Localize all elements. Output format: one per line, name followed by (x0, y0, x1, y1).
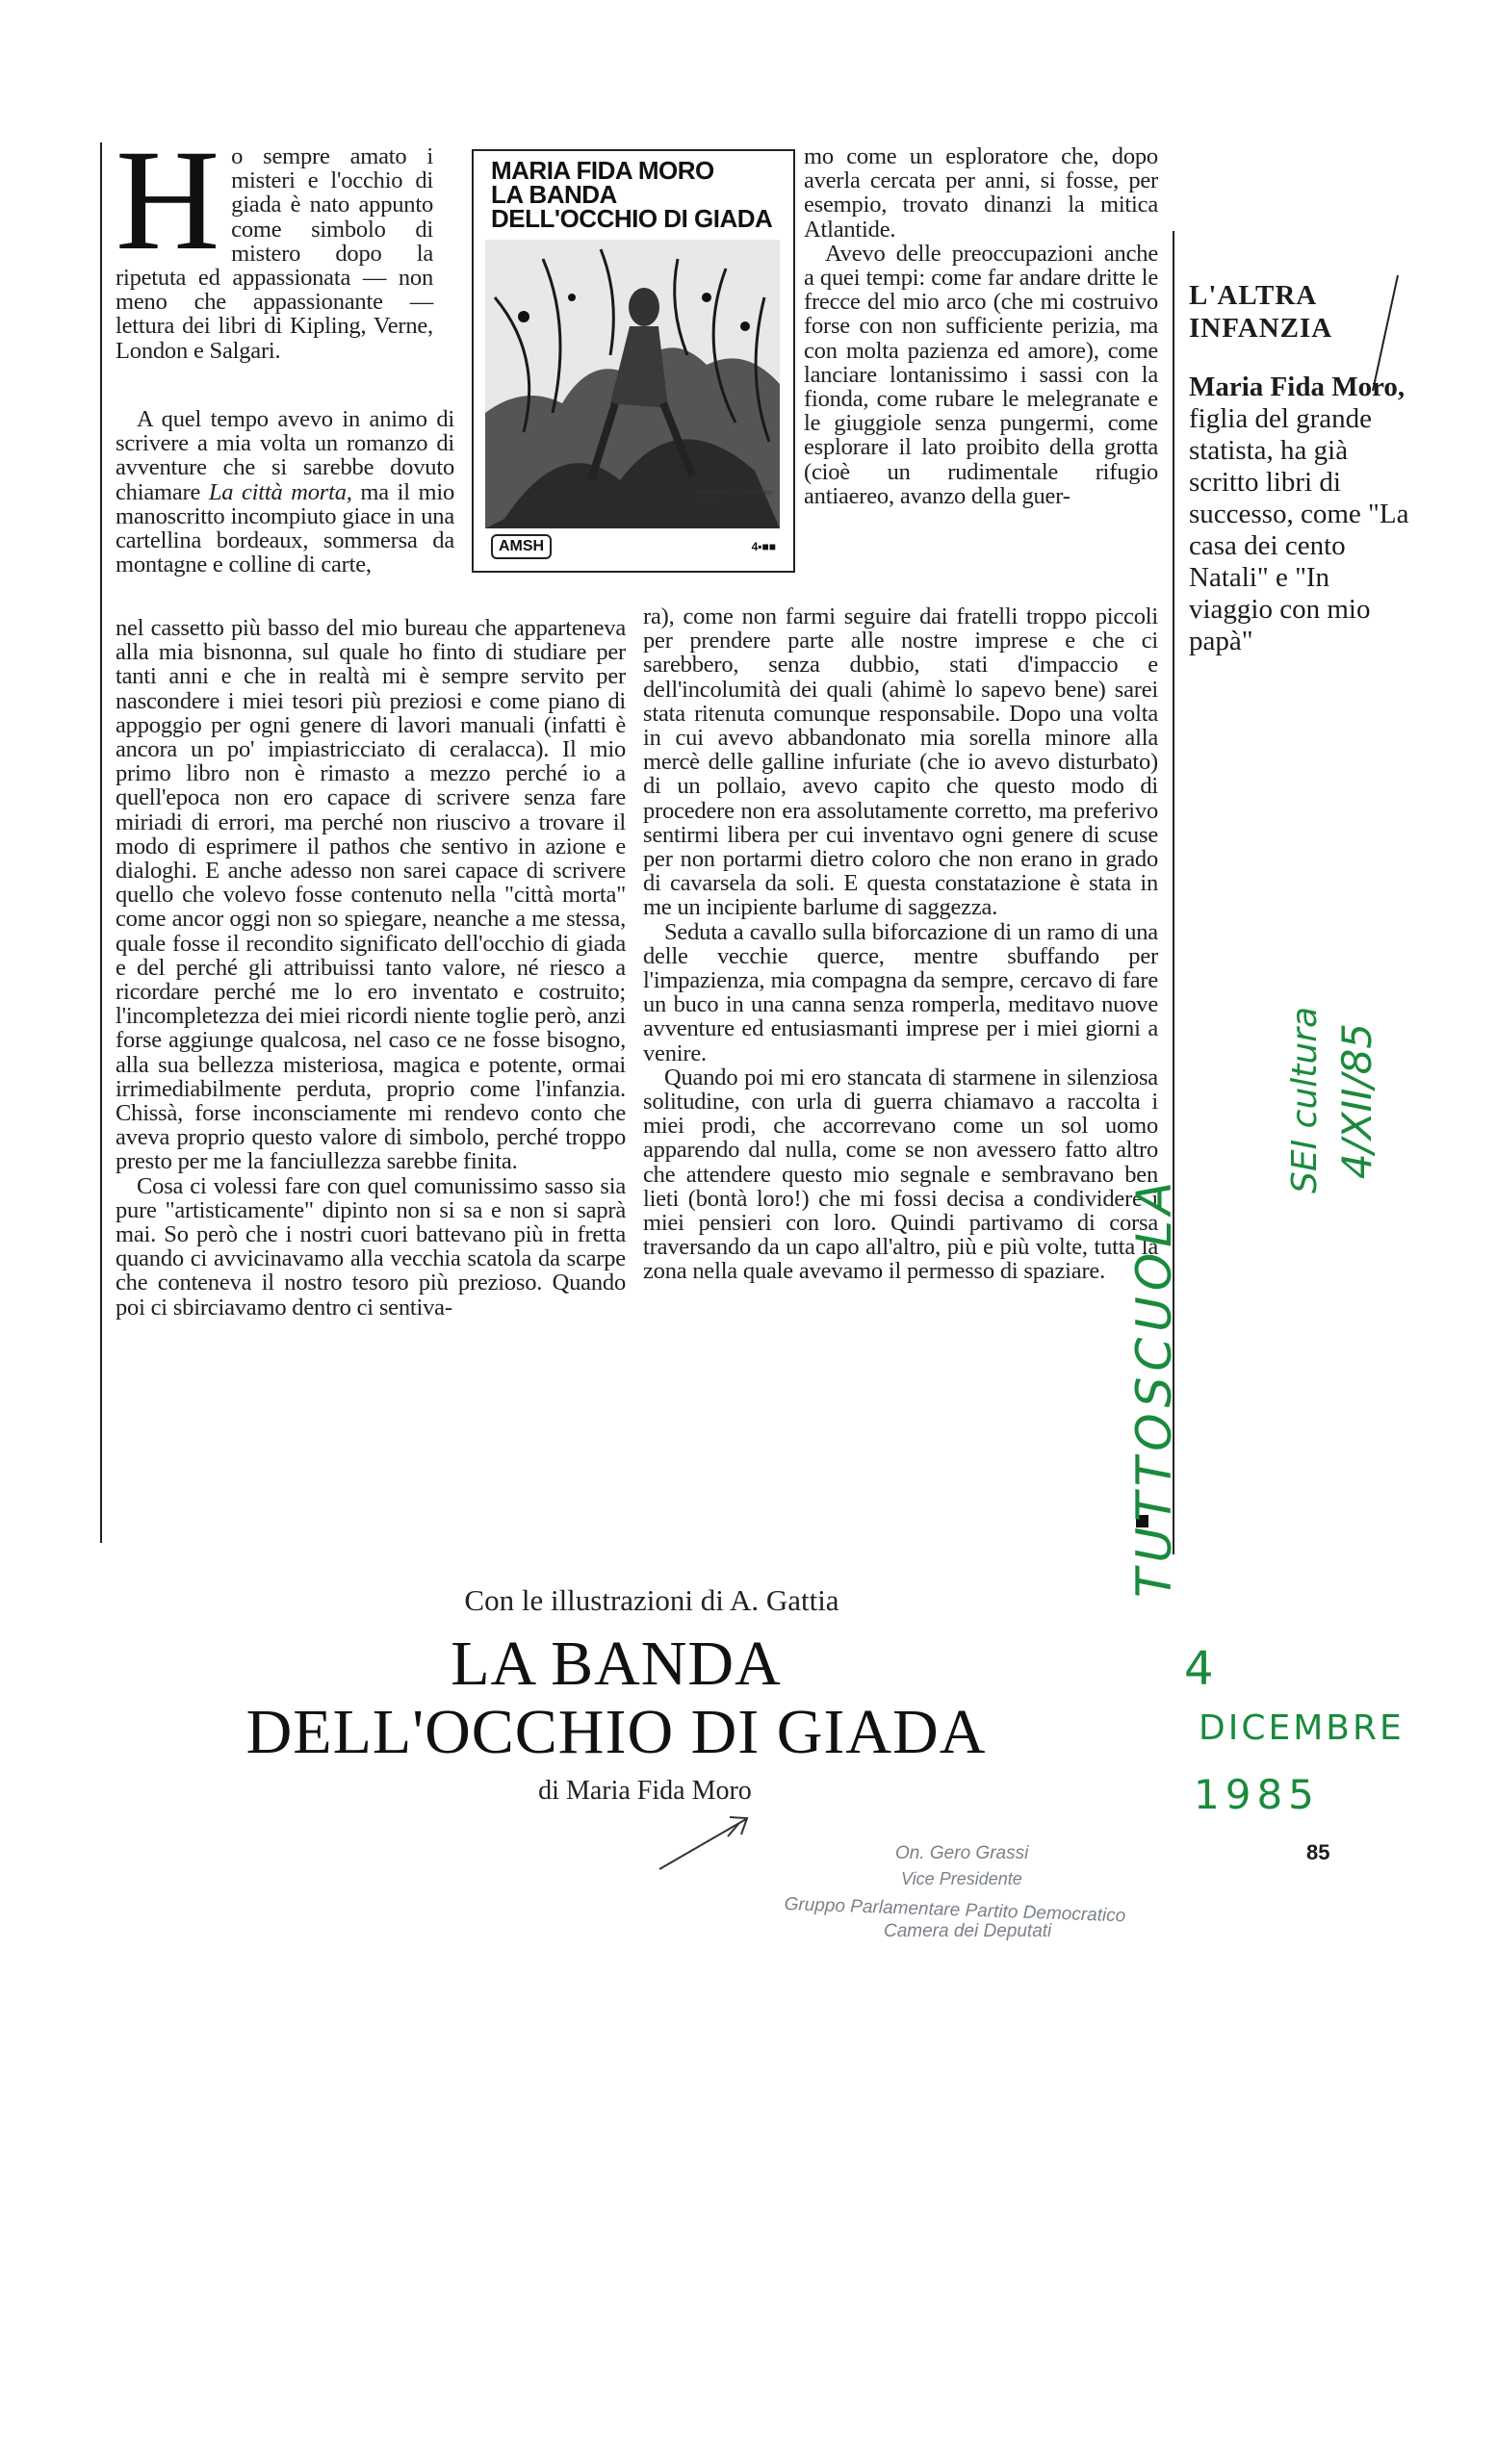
stamp-line-1: On. Gero Grassi (895, 1843, 1029, 1863)
sidebar-heading-line1: L'ALTRA (1189, 280, 1318, 311)
cover-title (491, 156, 773, 233)
article-para-2b: ma il mio manoscritto incompiuto giace in una cartellina bordeaux, sommersa da montagne e colline di carte, (116, 478, 454, 578)
sidebar-author: Maria Fida Moro, (1189, 372, 1406, 402)
cover-credit: Illustrazioni di Amedeo GATTIA (695, 488, 773, 505)
byline: di Maria Fida Moro (538, 1776, 752, 1806)
column-rule-left (100, 142, 102, 1543)
article-left-para-4: Cosa ci volessi fare con quel comunissimo sasso sia pure "artisticamente" dipinto non si sa e non si saprà mai. So però che i nostri cuori battevano più in fretta quando ci avvicinavamo alla vecchia scatola da scarpe che conteneva il nostro tesoro più prezioso. Quando poi ci sbirciavamo dentro ci sentiva- (116, 1172, 626, 1321)
handwriting-vertical-date: 4/XII/85 (1333, 1022, 1380, 1179)
stamp-line-4: Camera dei Deputati (884, 1921, 1052, 1941)
article-right-para-2: Avevo delle preoccupazioni anche a quei tempi: come far andare dritte le frecce del mio arco (che mi costruivo forse con non sufficiente perizia, ma con molta pazienza ed amore), come lanciare lontanissimo i sassi con la fionda, come rubare le melegranate e le giuggiole senza pungermi, come esplorare il lato proibito della grotta (cioè un rudimentale rifugio antiaereo, avanzo della guer- (804, 240, 1158, 509)
article-column-right-bottom (643, 604, 1158, 1284)
book-cover (472, 149, 795, 573)
article-right-para-5: Quando poi mi ero stancata di starmene in silenziosa solitudine, con urla di guerra chiamavo a raccolta i miei prodi, che accorrevano come un sol uomo apparendo dal nulla, come se non avessero fatto altro che attendere questo mio segnale e sembravano ben lieti (bontà loro!) che mi fossi decisa a condividere i miei pensieri con loro. Quindi partivamo di corsa traversando da un capo all'altro, più e più volte, tutta la zona nella quale avevamo il permesso di spaziare. (643, 1064, 1158, 1285)
cover-title-line3: DELL'OCCHIO DI GIADA (491, 204, 773, 233)
stamp-line-3: Gruppo Parlamentare Partito Democratico (784, 1894, 1126, 1927)
headline-line1: LA BANDA (451, 1629, 782, 1699)
article-column-right-top (804, 144, 1158, 508)
article-para-2-title: La città morta, (208, 478, 352, 505)
sidebar-description: figlia del grande statista, ha già scritto libri di successo, come "La casa dei cento Natali" e "In viaggio con mio papà" (1189, 403, 1409, 656)
cover-title-author: MARIA FIDA MORO (491, 156, 714, 185)
article-column-top-left (116, 120, 433, 364)
article-right-para-1: mo come un esploratore che, dopo averla cercata per anni, si fosse, per esempio, trovato dinanzi la mitica Atlantide. (804, 143, 1158, 243)
article-column-mid-left (116, 407, 454, 577)
sidebar-heading (1189, 279, 1410, 345)
handwriting-date-month: DICEMBRE (1199, 1708, 1405, 1748)
handwriting-vertical-sei: SEI cultura (1285, 1006, 1325, 1194)
sidebar-box (1189, 279, 1410, 657)
headline-line2: DELL'OCCHIO DI GIADA (245, 1697, 987, 1767)
publisher-logo: AMSH (491, 534, 552, 559)
article-column-left-bottom (116, 616, 626, 1320)
sidebar-text (1189, 372, 1410, 657)
article-para-1: o sempre amato i misteri e l'occhio di giada è nato appunto come simbolo di mistero dopo la ripetuta ed appassionata — non meno che appassionante — lettura dei libri di Kipling, Verne, London e Salgari. (116, 143, 433, 364)
cover-title-line2: LA BANDA (491, 180, 617, 209)
stamp-line-2: Vice Presidente (901, 1869, 1022, 1888)
handwritten-arrow (655, 1810, 761, 1877)
sidebar-heading-line2: INFANZIA (1189, 313, 1333, 344)
illustration-credit (0, 1583, 1496, 1618)
handwriting-date-year: 1985 (1194, 1771, 1320, 1818)
illustration-credit-text: Con le illustrazioni di A. Gattia (464, 1583, 839, 1617)
cover-code: 4▪■■ (751, 540, 776, 553)
article-right-para-4: Seduta a cavallo sulla biforcazione di un ramo di una delle vecchie querce, mentre sbuffando per l'impazienza, mia compagna da sempre, cercavo di fare un buco in una canna senza romperla, meditavo nuove avventure ed entusiasmanti imprese per i miei giorni a venire. (643, 918, 1158, 1066)
handwriting-date-day: 4 (1184, 1642, 1214, 1696)
cover-illustration (485, 240, 780, 528)
article-para-2a: A quel tempo avevo in animo di scrivere a mia volta un romanzo di avventure che si sarebbe dovuto chiamare (116, 406, 454, 505)
drop-cap: H (116, 120, 220, 280)
headline (135, 1630, 1097, 1766)
page-number: 85 (1306, 1840, 1330, 1864)
handwriting-vertical-tuttoscuola: TUTTOSCUOLA (1126, 1175, 1182, 1598)
article-left-para-3: nel cassetto più basso del mio bureau che apparteneva alla mia bisnonna, sul quale ho finto di studiare per tanti anni e che in realtà mi è sempre servito per nascondere i miei tesori più preziosi e come piano di appoggio per ogni genere di lavori manuali (infatti è ancora un po' impiastricciato di ceralacca). Il mio primo libro non è rimasto a mezzo perché io a quell'epoca non ero capace di scrivere senza fare miriadi di errori, ma perché non riuscivo a trovare il modo di esprimere il pathos che sentivo in azione e dialoghi. E anche adesso non sarei capace di scrivere quello che volevo fosse contenuto nella "città morta" come ancor oggi non so spiegare, neanche a me stessa, quale fosse il recondito significato dell'occhio di giada e del perché gli attribuissi tanto valore, né riesco a ricordare perché me lo ero inventato e costruito; l'incompletezza dei miei ricordi niente toglie però, anzi forse aggiunge qualcosa, nel caso ce ne fosse bisogno, alla sua bellezza misteriosa, magica e potente, ormai irrimediabilmente perduta, proprio come l'infanzia. Chissà, forse inconsciamente mi rendevo conto che aveva proprio questo valore di simbolo, perché troppo presto per me la fanciullezza sarebbe finita. (116, 615, 626, 1175)
article-right-para-3: ra), come non farmi seguire dai fratelli troppo piccoli per prendere parte alle nostre imprese e che ci sarebbero, senza dubbio, stati d'impaccio e dell'incolumità dei quali (ahimè lo sapevo bene) sarei stata ritenuta comunque responsabile. Dopo una volta in cui avevo abbandonato mia sorella minore alla mercè delle galline infuriate (che io avevo disturbato) di un pollaio, avevo capito che questo modo di procedere non era assolutamente corretto, ma preferivo sentirmi libera per cui inventavo ogni genere di scuse per non portarmi dietro coloro che non erano in grado di cavarsela da soli. E questa constatazione è stata in me un incipiente barlume di saggezza. (643, 603, 1158, 921)
